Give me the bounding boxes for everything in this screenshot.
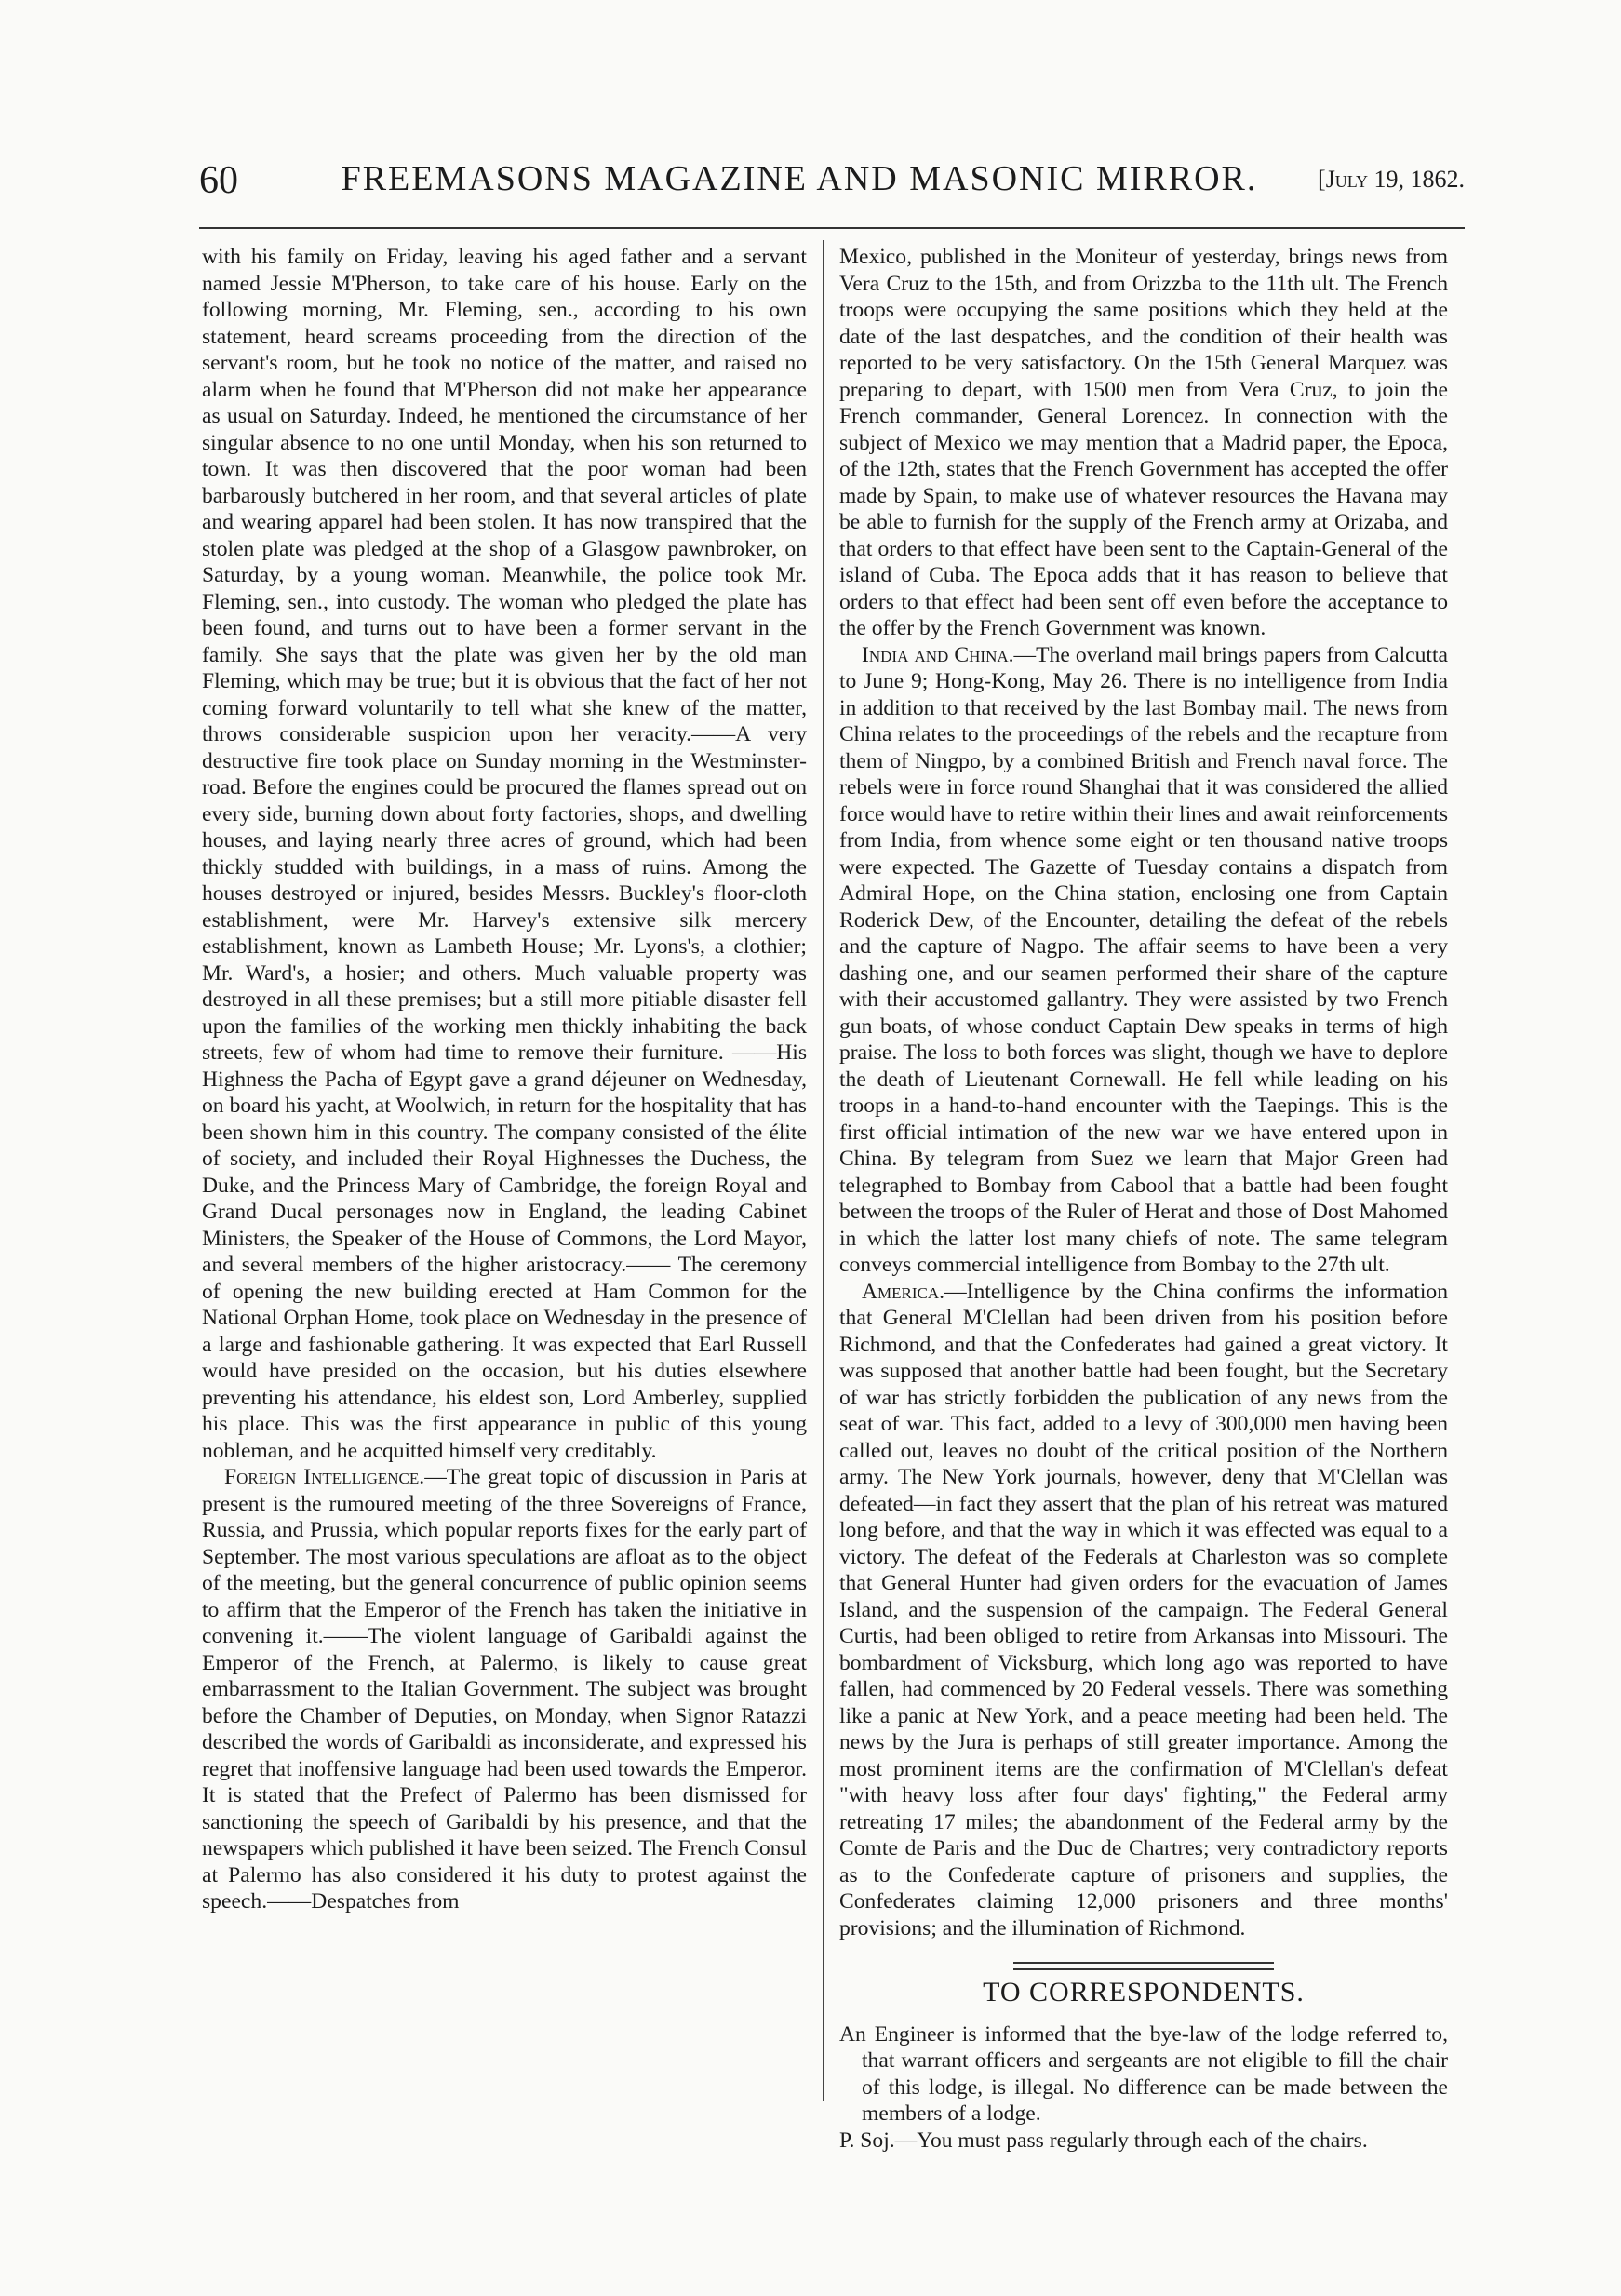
- right-column: [839, 244, 1448, 2154]
- paragraph-body: —The great topic of discussion in Paris at present is the rumoured meeting of the three Sovereigns of France, Russia, and Prussia, which popular reports fixes for the early part of September. The most various speculations are afloat as to the object of the meeting, but the general concurrence of public opinion seems to affirm that the Emperor of the French has taken the initiative in convening it.——The violent language of Garibaldi against the Emperor of the French, at Palermo, is likely to cause great embarrassment to the Italian Government. The subject was brought before the Chamber of Deputies, on Monday, when Signor Ratazzi described the words of Garibaldi as inconsiderate, and expressed his regret that inoffensive language had been used towards the Emperor. It is stated that the Prefect of Palermo has been dismissed for sanctioning the speech of Garibaldi by his presence, and that the newspapers which published it have been seized. The French Consul at Palermo has also considered it his duty to protest against the speech.——Despatches from: [202, 1465, 807, 1913]
- section-heading: Foreign Intelligence.: [224, 1465, 425, 1489]
- article-paragraph: [839, 1279, 1448, 1942]
- correspondent-reply: P. Soj.—You must pass regularly through each of the chairs.: [839, 2128, 1368, 2153]
- left-column: [202, 244, 807, 1915]
- article-paragraph: with his family on Friday, leaving his aged father and a servant named Jessie M'Pherson, to take care of his house. Early on the following morning, Mr. Fleming, sen., according to his own statement, heard screams proceeding from the direction of the servant's room, but he took no notice of the matter, and raised no alarm when he found that M'Pherson did not make her appearance as usual on Saturday. Indeed, he mentioned the circumstance of her singular absence to no one until Monday, when his son returned to town. It was then discovered that the poor woman had been barbarously butchered in her room, and that several articles of plate and wearing apparel had been stolen. It has now transpired that the stolen plate was pledged at the shop of a Glasgow pawnbroker, on Saturday, by a young woman. Meanwhile, the police took Mr. Fleming, sen., into custody. The woman who pledged the plate has been found, and turns out to have been a former servant in the family. She says that the plate was given her by the old man Fleming, which may be true; but it is obvious that the fact of her not coming forward voluntarily to tell what she knew of the matter, throws considerable suspicion upon her veracity.——A very destructive fire took place on Sunday morning in the Westminster-road. Before the engines could be procured the flames spread out on every side, burning down about forty factories, shops, and dwelling houses, and laying nearly three acres of ground, which had been thickly studded with buildings, in a mass of ruins. Among the houses destroyed or injured, besides Messrs. Buckley's floor-cloth establishment, were Mr. Harvey's extensive silk mercery establishment, known as Lambeth House; Mr. Lyons's, a clothier; Mr. Ward's, a hosier; and others. Much valuable property was destroyed in all these premises; but a still more pitiable disaster fell upon the families of the working men thickly inhabiting the back streets, few of whom had time to remove their furniture. ——His Highness the Pacha of Egypt gave a grand déjeuner on Wednesday, on board his yacht, at Woolwich, in return for the hospitality that has been shown him in this country. The company consisted of the élite of society, and included their Royal Highnesses the Duchess, the Duke, and the Princess Mary of Cambridge, the foreign Royal and Grand Ducal personages now in England, the leading Cabinet Ministers, the Speaker of the House of Commons, the Lord Mayor, and several members of the higher aristocracy.—— The ceremony of opening the new building erected at Ham Common for the National Orphan Home, took place on Wednesday in the presence of a large and fashionable gathering. It was expected that Earl Russell would have presided on the occasion, but his duties elsewhere preventing his attendance, his eldest son, Lord Amberley, supplied his place. This was the first appearance in public of this young nobleman, and he acquitted himself very creditably.: [202, 245, 807, 1463]
- column-divider: [823, 240, 824, 2101]
- section-heading: India and China.: [862, 642, 1014, 667]
- paragraph-body: —Intelligence by the China confirms the information that General M'Clellan had been driven from his position before Richmond, and that the Confederates had gained a great victory. It was supposed that another battle had been fought, but the Secretary of war has strictly forbidden the publication of any news from the seat of war. This fact, added to a levy of 300,000 men having been called out, leaves no doubt of the critical position of the Northern army. The New York journals, however, deny that M'Clellan was defeated—in fact they assert that the plan of his retreat was matured long before, and that the way in which it was effected was equal to a victory. The defeat of the Federals at Charleston was so complete that General Hunter had given orders for the evacuation of James Island, and the suspension of the campaign. The Federal General Curtis, had been obliged to retire from Arkansas into Missouri. The bombardment of Vicksburg, which long ago was reported to have fallen, had commenced by 20 Federal vessels. There was something like a panic at New York, and a peace meeting had been held. The news by the Jura is perhaps of still greater importance. Among the most prominent items are the confirmation of M'Clellan's defeat "with heavy loss after four days' fighting," the Federal army retreating 17 miles; the abandonment of the Federal army by the Comte de Paris and the Duc de Chartres; very contradictory reports as to the Confederate capture of prisoners and supplies, the Confederates claiming 12,000 prisoners and three months' provisions; and the illumination of Richmond.: [839, 1279, 1448, 1940]
- header-rule: [199, 227, 1465, 229]
- page-header: [199, 154, 1465, 220]
- paragraph-body: —The overland mail brings papers from Calcutta to June 9; Hong-Kong, May 26. There is no intelligence from India in addition to that received by the last Bombay mail. The news from China relates to the proceedings of the rebels and the recapture from them of Ningpo, by a combined British and French naval force. The rebels were in force round Shanghai that it was considered the allied force would have to retire within their lines and await reinforcements from India, from whence some eight or ten thousand native troops were expected. The Gazette of Tuesday contains a dispatch from Admiral Hope, on the China station, enclosing one from Captain Roderick Dew, of the Encounter, detailing the defeat of the rebels and the capture of Nagpo. The affair seems to have been a very dashing one, and our seamen performed their share of the capture with their accustomed gallantry. They were assisted by two French gun boats, of whose conduct Captain Dew speaks in terms of high praise. The loss to both forces was slight, though we have to deplore the death of Lieutenant Cornewall. He fell while leading on his troops in a hand-to-hand encounter with the Taepings. This is the first official intimation of the new war we have entered upon in China. By telegram from Suez we learn that Major Green had telegraphed to Bombay from Cabool that a battle had been fought between the troops of the Ruler of Herat and those of Dost Mahomed in which the latter lost many chiefs of note. The same telegram conveys commercial intelligence from Bombay to the 27th ult.: [839, 642, 1448, 1277]
- masthead-title: FREEMASONS MAGAZINE AND MASONIC MIRROR.: [341, 159, 1258, 198]
- section-rule: [1013, 1962, 1274, 1970]
- correspondent-reply: An Engineer is informed that the bye-law of the lodge referred to, that warrant officers and sergeants are not eligible to fill the chair of this lodge, is illegal. No difference can be made between the members of a lodge.: [839, 2021, 1448, 2126]
- article-paragraph: [839, 642, 1448, 1279]
- article-paragraph: Mexico, published in the Moniteur of yesterday, brings news from Vera Cruz to the 15th, and from Orizzba to the 11th ult. The French troops were occupying the same positions which they held at the date of the last despatches, and the condition of their health was reported to be very satisfactory. On the 15th General Marquez was preparing to depart, with 1500 men from Vera Cruz, to join the French commander, General Lorencez. In connection with the subject of Mexico we may mention that a Madrid paper, the Epoca, of the 12th, states that the French Government has accepted the offer made by Spain, to make use of whatever resources the Havana may be able to furnish for the supply of the French army at Orizaba, and that orders to that effect have been sent to the Captain-General of the island of Cuba. The Epoca adds that it has reason to believe that orders to that effect had been sent off even before the acceptance to the offer by the French Government was known.: [839, 245, 1448, 640]
- correspondents-heading: TO CORRESPONDENTS.: [983, 1977, 1305, 2007]
- section-heading: America.: [862, 1279, 945, 1304]
- article-paragraph: [202, 1464, 807, 1915]
- page-number: 60: [199, 159, 238, 202]
- issue-date: [July 19, 1862.: [1318, 166, 1465, 193]
